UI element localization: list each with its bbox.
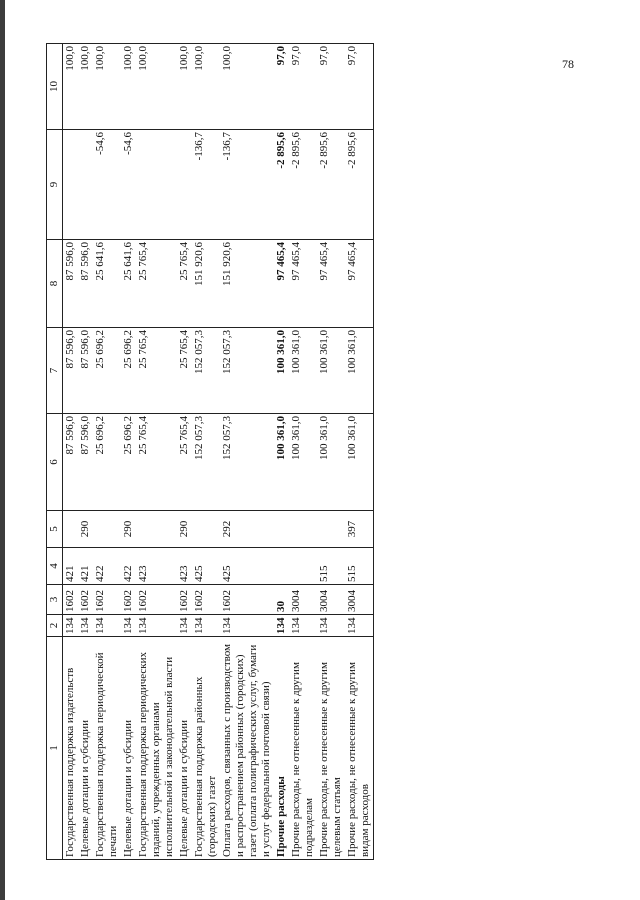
cell-approved: 100 361,0 bbox=[289, 414, 317, 511]
cell-specified: 152 057,3 bbox=[192, 328, 220, 414]
row-description: Прочие расходы, не отнесенные к другим подразделам bbox=[289, 637, 317, 860]
cell-code-article: 423 bbox=[177, 548, 192, 585]
cell-executed: 87 596,0 bbox=[63, 240, 79, 328]
cell-percent: 97,0 bbox=[345, 44, 374, 130]
cell-code-expense-type bbox=[93, 511, 121, 548]
cell-deviation: -2 895,6 bbox=[317, 130, 345, 240]
table-row bbox=[78, 44, 93, 860]
cell-executed: 97 465,4 bbox=[345, 240, 374, 328]
cell-approved: 100 361,0 bbox=[345, 414, 374, 511]
cell-code-expense-type bbox=[136, 511, 177, 548]
table-row bbox=[93, 44, 121, 860]
cell-code-section: 3004 bbox=[317, 585, 345, 615]
row-description: Государственная поддержка периодических изданий, учрежденных органами исполнительной и законодательной власти bbox=[136, 637, 177, 860]
cell-code-article: 423 bbox=[136, 548, 177, 585]
header-row bbox=[47, 44, 63, 860]
row-description: Целевые дотации и субсидии bbox=[78, 637, 93, 860]
cell-specified: 25 696,2 bbox=[121, 328, 136, 414]
col-header: 3 bbox=[47, 585, 63, 615]
cell-specified: 100 361,0 bbox=[289, 328, 317, 414]
cell-code-article: 422 bbox=[121, 548, 136, 585]
cell-percent: 97,0 bbox=[289, 44, 317, 130]
cell-specified: 100 361,0 bbox=[345, 328, 374, 414]
cell-percent: 100,0 bbox=[93, 44, 121, 130]
cell-code-article: 421 bbox=[78, 548, 93, 585]
cell-code-section: 1602 bbox=[136, 585, 177, 615]
col-header: 8 bbox=[47, 240, 63, 328]
table-row bbox=[274, 44, 289, 860]
cell-executed: 25 641,6 bbox=[93, 240, 121, 328]
cell-code-section: 1602 bbox=[121, 585, 136, 615]
cell-approved: 100 361,0 bbox=[274, 414, 289, 511]
cell-code-expense-type bbox=[63, 511, 79, 548]
cell-percent: 100,0 bbox=[63, 44, 79, 130]
row-description: Государственная поддержка районных (городских) газет bbox=[192, 637, 220, 860]
cell-specified: 25 765,4 bbox=[136, 328, 177, 414]
table-row bbox=[345, 44, 374, 860]
cell-code-expense-type bbox=[317, 511, 345, 548]
cell-percent: 97,0 bbox=[274, 44, 289, 130]
cell-code-ministry: 134 bbox=[317, 615, 345, 637]
cell-code-section: 3004 bbox=[345, 585, 374, 615]
cell-code-ministry: 134 bbox=[121, 615, 136, 637]
cell-approved: 25 765,4 bbox=[177, 414, 192, 511]
cell-deviation: -2 895,6 bbox=[274, 130, 289, 240]
cell-approved: 87 596,0 bbox=[63, 414, 79, 511]
row-description: Прочие расходы, не отнесенные к другим видам расходов bbox=[345, 637, 374, 860]
cell-approved: 25 696,2 bbox=[93, 414, 121, 511]
cell-specified: 87 596,0 bbox=[78, 328, 93, 414]
table-row bbox=[317, 44, 345, 860]
table-row bbox=[289, 44, 317, 860]
col-header: 7 bbox=[47, 328, 63, 414]
cell-code-ministry: 134 bbox=[177, 615, 192, 637]
cell-specified: 25 765,4 bbox=[177, 328, 192, 414]
cell-code-ministry: 134 bbox=[78, 615, 93, 637]
table-row bbox=[121, 44, 136, 860]
cell-code-ministry: 134 bbox=[63, 615, 79, 637]
cell-code-expense-type: 290 bbox=[78, 511, 93, 548]
row-description: Оплата расходов, связанных с производством и распространением районных (городских) газет (оплата полиграфических услуг, бумаги и услуг федеральной почтовой связи) bbox=[220, 637, 274, 860]
cell-code-section: 30 bbox=[274, 585, 289, 615]
cell-specified: 152 057,3 bbox=[220, 328, 274, 414]
col-header: 10 bbox=[47, 44, 63, 130]
row-description: Прочие расходы bbox=[274, 637, 289, 860]
cell-percent: 100,0 bbox=[220, 44, 274, 130]
cell-deviation bbox=[177, 130, 192, 240]
cell-percent: 100,0 bbox=[136, 44, 177, 130]
cell-code-section: 1602 bbox=[78, 585, 93, 615]
cell-code-section: 3004 bbox=[289, 585, 317, 615]
cell-code-article: 425 bbox=[192, 548, 220, 585]
cell-code-ministry: 134 bbox=[274, 615, 289, 637]
scan-edge bbox=[0, 0, 5, 900]
cell-approved: 87 596,0 bbox=[78, 414, 93, 511]
cell-deviation bbox=[63, 130, 79, 240]
cell-executed: 87 596,0 bbox=[78, 240, 93, 328]
row-description: Государственная поддержка периодической печати bbox=[93, 637, 121, 860]
cell-code-article: 425 bbox=[220, 548, 274, 585]
cell-executed: 97 465,4 bbox=[317, 240, 345, 328]
cell-executed: 97 465,4 bbox=[289, 240, 317, 328]
rotated-table bbox=[46, 44, 602, 860]
cell-code-article: 421 bbox=[63, 548, 79, 585]
cell-code-ministry: 134 bbox=[136, 615, 177, 637]
cell-deviation: -136,7 bbox=[192, 130, 220, 240]
rotated-table-container bbox=[46, 44, 602, 860]
cell-code-expense-type bbox=[192, 511, 220, 548]
cell-executed: 25 765,4 bbox=[177, 240, 192, 328]
table-row bbox=[177, 44, 192, 860]
col-header: 4 bbox=[47, 548, 63, 585]
cell-code-ministry: 134 bbox=[192, 615, 220, 637]
cell-deviation: -54,6 bbox=[121, 130, 136, 240]
cell-code-section: 1602 bbox=[220, 585, 274, 615]
cell-deviation bbox=[78, 130, 93, 240]
cell-code-section: 1602 bbox=[177, 585, 192, 615]
budget-table bbox=[46, 43, 374, 860]
cell-code-article bbox=[289, 548, 317, 585]
cell-percent: 100,0 bbox=[177, 44, 192, 130]
table-row bbox=[192, 44, 220, 860]
cell-code-section: 1602 bbox=[63, 585, 79, 615]
cell-percent: 97,0 bbox=[317, 44, 345, 130]
row-description: Государственная поддержка издательств bbox=[63, 637, 79, 860]
cell-deviation: -2 895,6 bbox=[289, 130, 317, 240]
cell-approved: 152 057,3 bbox=[220, 414, 274, 511]
cell-percent: 100,0 bbox=[78, 44, 93, 130]
cell-percent: 100,0 bbox=[192, 44, 220, 130]
cell-deviation bbox=[136, 130, 177, 240]
cell-code-section: 1602 bbox=[192, 585, 220, 615]
cell-code-expense-type bbox=[289, 511, 317, 548]
cell-executed: 151 920,6 bbox=[192, 240, 220, 328]
cell-deviation: -2 895,6 bbox=[345, 130, 374, 240]
table-row bbox=[220, 44, 274, 860]
cell-code-article: 515 bbox=[317, 548, 345, 585]
table-row bbox=[136, 44, 177, 860]
cell-code-expense-type: 397 bbox=[345, 511, 374, 548]
cell-approved: 100 361,0 bbox=[317, 414, 345, 511]
row-description: Целевые дотации и субсидии bbox=[121, 637, 136, 860]
cell-code-expense-type: 290 bbox=[121, 511, 136, 548]
cell-code-ministry: 134 bbox=[345, 615, 374, 637]
cell-percent: 100,0 bbox=[121, 44, 136, 130]
table-row bbox=[63, 44, 79, 860]
cell-code-section: 1602 bbox=[93, 585, 121, 615]
cell-code-article: 515 bbox=[345, 548, 374, 585]
cell-deviation: -54,6 bbox=[93, 130, 121, 240]
cell-specified: 100 361,0 bbox=[274, 328, 289, 414]
col-header: 2 bbox=[47, 615, 63, 637]
cell-code-expense-type bbox=[274, 511, 289, 548]
cell-specified: 25 696,2 bbox=[93, 328, 121, 414]
col-header: 6 bbox=[47, 414, 63, 511]
cell-code-article: 422 bbox=[93, 548, 121, 585]
cell-executed: 25 765,4 bbox=[136, 240, 177, 328]
cell-executed: 97 465,4 bbox=[274, 240, 289, 328]
col-header: 1 bbox=[47, 637, 63, 860]
cell-code-ministry: 134 bbox=[220, 615, 274, 637]
cell-code-expense-type: 290 bbox=[177, 511, 192, 548]
cell-code-ministry: 134 bbox=[93, 615, 121, 637]
cell-code-expense-type: 292 bbox=[220, 511, 274, 548]
cell-specified: 87 596,0 bbox=[63, 328, 79, 414]
cell-approved: 25 765,4 bbox=[136, 414, 177, 511]
cell-code-article bbox=[274, 548, 289, 585]
cell-approved: 25 696,2 bbox=[121, 414, 136, 511]
row-description: Прочие расходы, не отнесенные к другим целевым статьям bbox=[317, 637, 345, 860]
cell-executed: 151 920,6 bbox=[220, 240, 274, 328]
col-header: 9 bbox=[47, 130, 63, 240]
page-number: 78 bbox=[562, 57, 574, 71]
cell-specified: 100 361,0 bbox=[317, 328, 345, 414]
cell-code-ministry: 134 bbox=[289, 615, 317, 637]
cell-executed: 25 641,6 bbox=[121, 240, 136, 328]
cell-deviation: -136,7 bbox=[220, 130, 274, 240]
cell-approved: 152 057,3 bbox=[192, 414, 220, 511]
col-header: 5 bbox=[47, 511, 63, 548]
row-description: Целевые дотации и субсидии bbox=[177, 637, 192, 860]
